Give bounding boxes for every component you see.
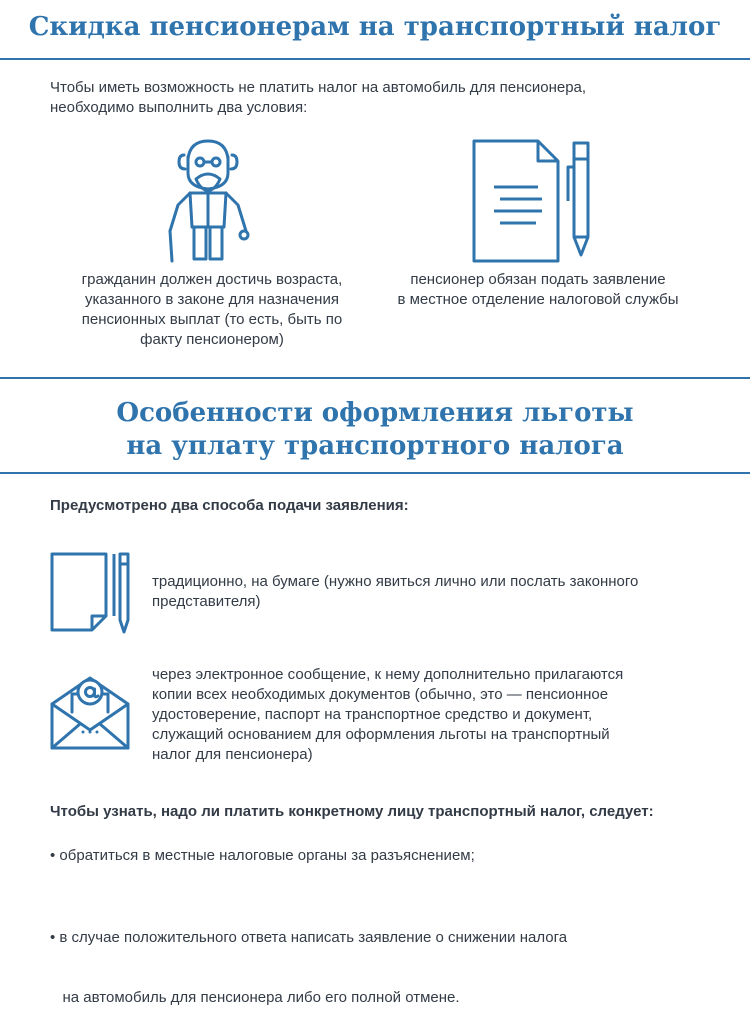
section-title bbox=[0, 397, 750, 463]
document-pen-icon bbox=[470, 137, 600, 267]
steps-heading: Чтобы узнать, надо ли платить конкретному лицу транспортный налог, следует: bbox=[50, 803, 654, 820]
condition-line: в местное отделение налоговой службы bbox=[397, 291, 679, 308]
paper-icon bbox=[48, 550, 134, 636]
method-email-text bbox=[152, 665, 623, 765]
page-title: Скидка пенсионерам на транспортный налог bbox=[28, 12, 722, 42]
method-line: копии всех необходимых документов (обычно, это — пенсионное bbox=[152, 686, 609, 703]
intro-line: Чтобы иметь возможность не платить налог на автомобиль для пенсионера, bbox=[50, 79, 587, 96]
method-line: представителя) bbox=[152, 593, 261, 610]
method-line: удостоверение, паспорт на транспортное средство и документ, bbox=[152, 706, 593, 723]
step-item bbox=[50, 888, 567, 1028]
step-line: • обратиться в местные налоговые органы за разъяснением; bbox=[50, 847, 475, 864]
intro-text bbox=[50, 78, 586, 118]
divider bbox=[0, 472, 750, 474]
step-line: на автомобиль для пенсионера либо его полной отмене. bbox=[50, 989, 460, 1006]
section-title-line: Особенности оформления льготы bbox=[116, 398, 634, 428]
method-line: налог для пенсионера) bbox=[152, 746, 313, 763]
condition-application-text bbox=[368, 270, 708, 310]
methods-heading: Предусмотрено два способа подачи заявления: bbox=[50, 497, 409, 514]
method-line: традиционно, на бумаге (нужно явиться лично или послать законного bbox=[152, 573, 639, 590]
divider bbox=[0, 58, 750, 60]
condition-line: факту пенсионером) bbox=[140, 331, 284, 348]
condition-line: пенсионных выплат (то есть, быть по bbox=[81, 311, 343, 328]
condition-line: пенсионер обязан подать заявление bbox=[410, 271, 666, 288]
pensioner-icon bbox=[158, 135, 258, 265]
condition-line: указанного в законе для назначения bbox=[85, 291, 339, 308]
step-line: • в случае положительного ответа написать заявление о снижении налога bbox=[50, 929, 568, 946]
step-item bbox=[50, 846, 475, 866]
method-line: служащий основанием для оформления льготы на транспортный bbox=[152, 726, 610, 743]
section-title-line: на уплату транспортного налога bbox=[126, 431, 624, 461]
divider bbox=[0, 377, 750, 379]
method-line: через электронное сообщение, к нему дополнительно прилагаются bbox=[152, 666, 624, 683]
email-envelope-icon bbox=[48, 672, 132, 752]
intro-line: необходимо выполнить два условия: bbox=[50, 99, 308, 116]
condition-line: гражданин должен достичь возраста, bbox=[81, 271, 343, 288]
method-paper-text bbox=[152, 572, 638, 612]
condition-age-text bbox=[42, 270, 382, 350]
